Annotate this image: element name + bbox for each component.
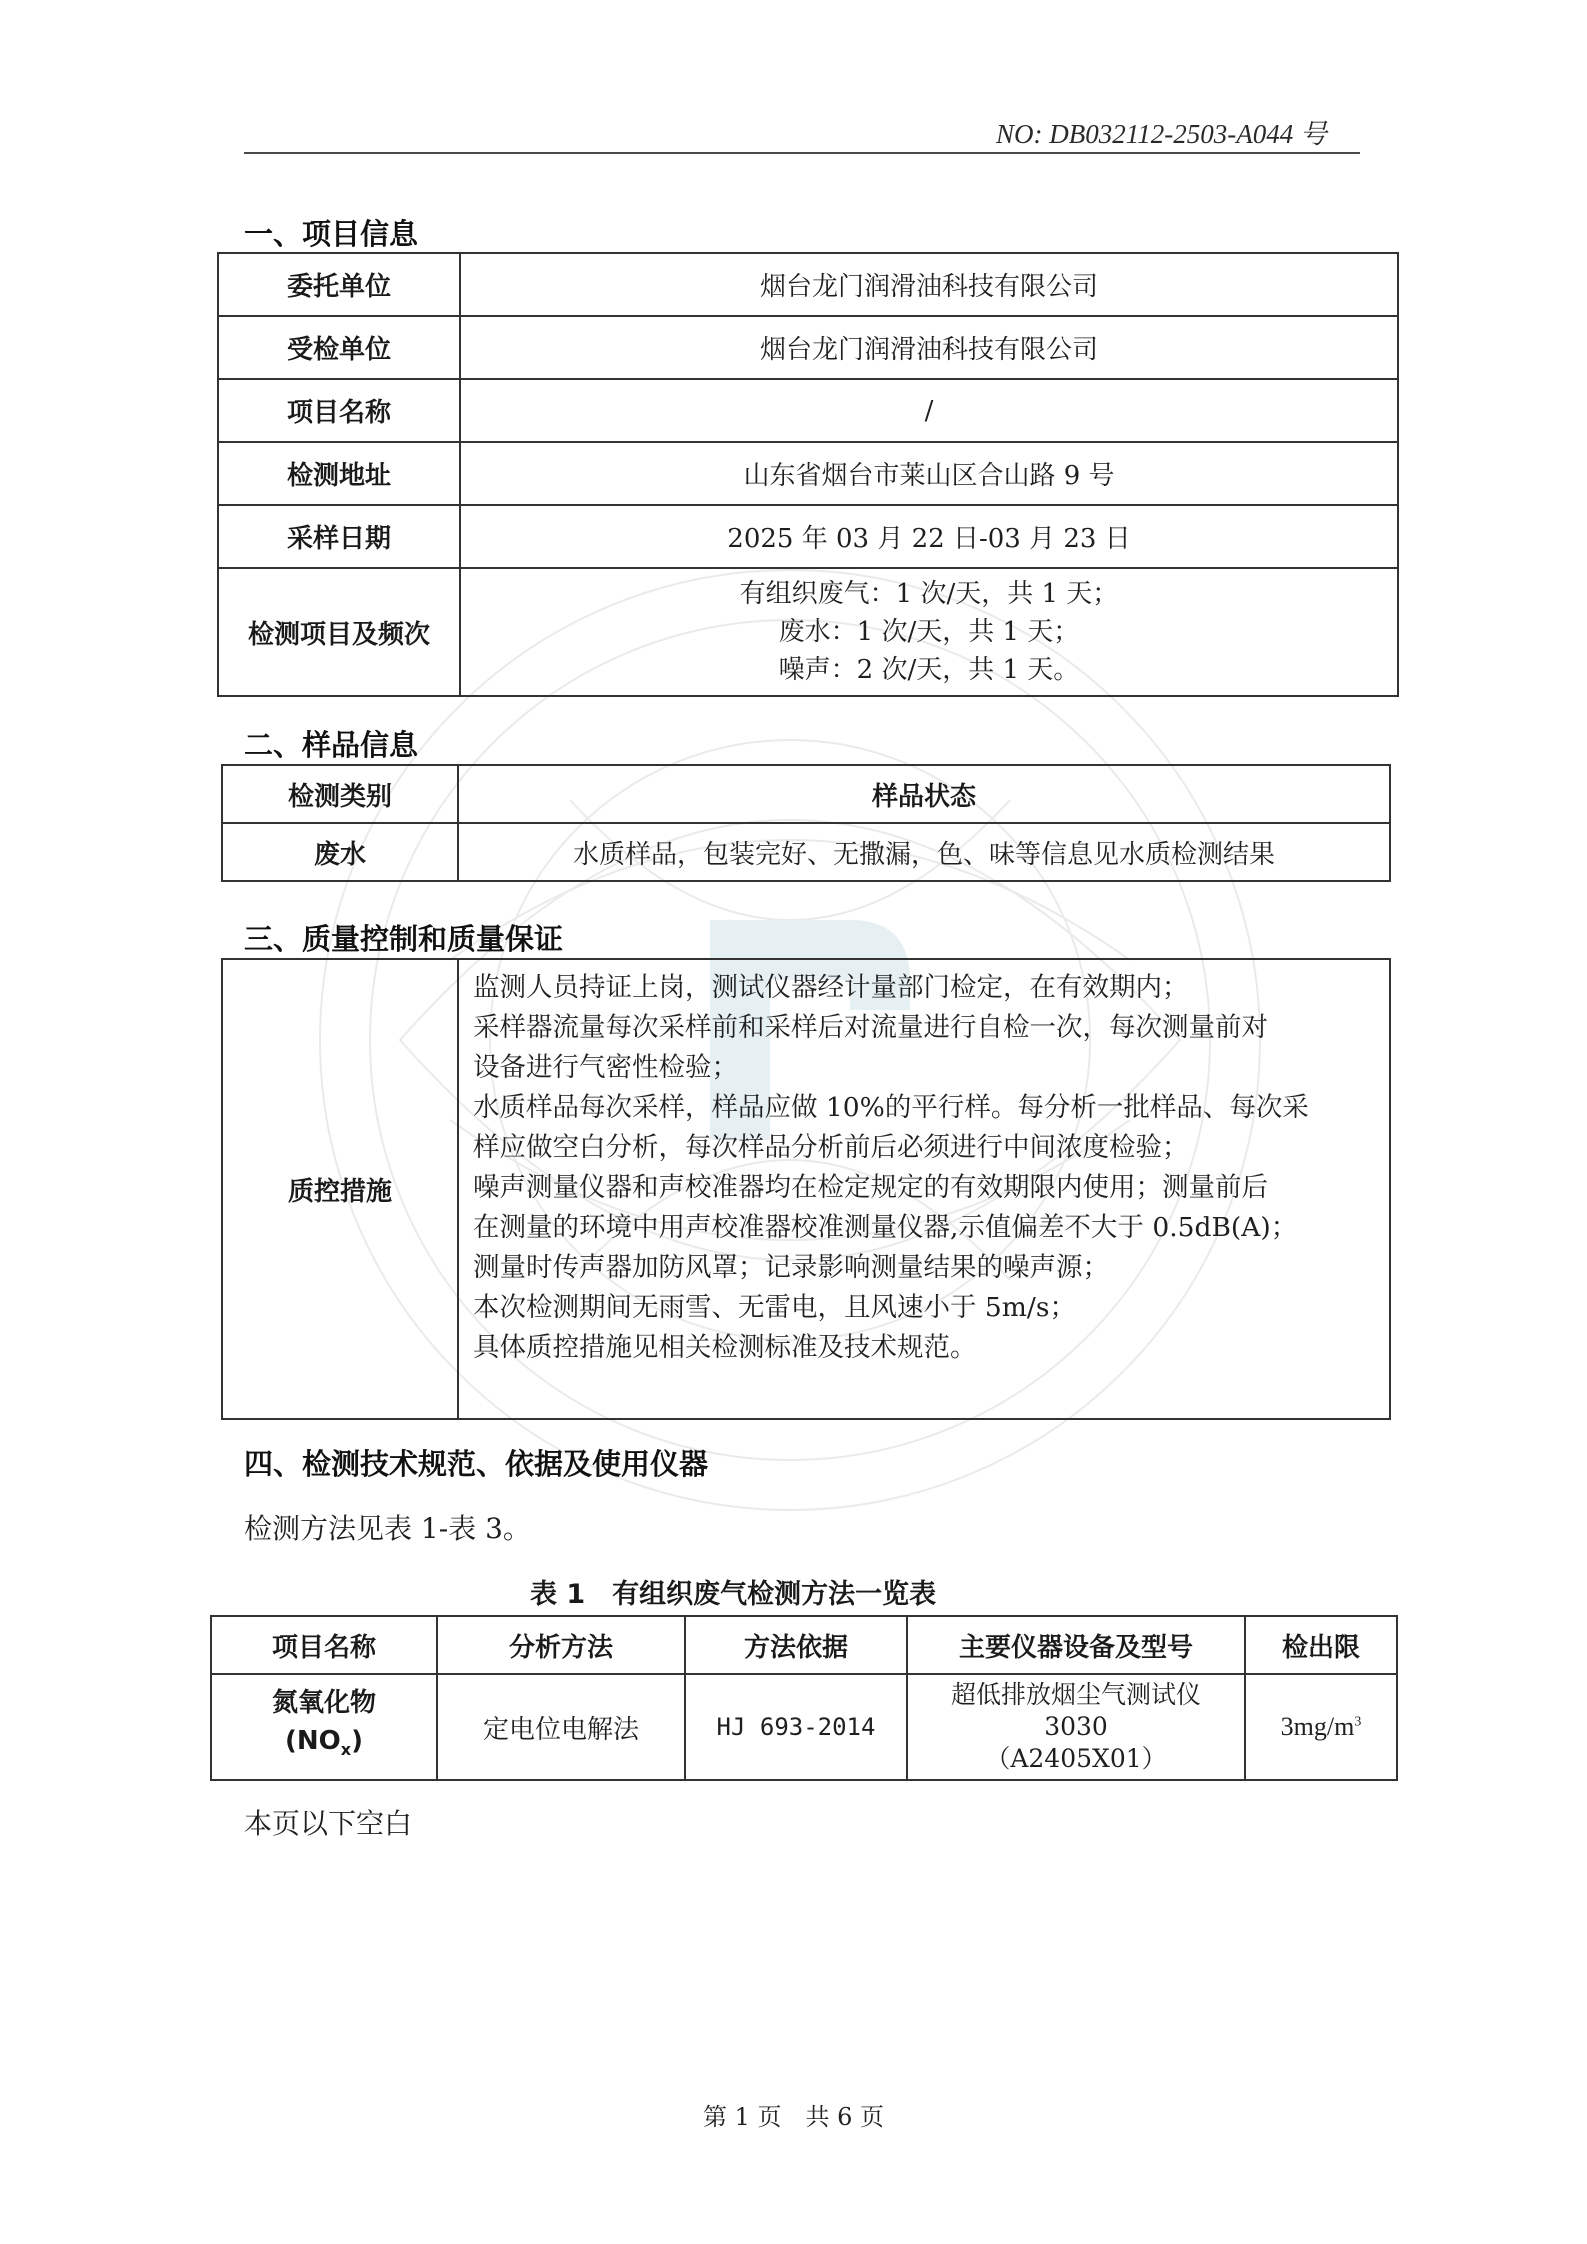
table-row bbox=[218, 253, 1398, 316]
section3-title: 三、质量控制和质量保证 bbox=[244, 922, 564, 956]
qc-line: 噪声测量仪器和声校准器均在检定规定的有效期限内使用；测量前后 bbox=[473, 1172, 1268, 1203]
item-name: 氮氧化物 bbox=[271, 1688, 376, 1719]
table-row bbox=[211, 1616, 1397, 1674]
frequency-line: 废水：1 次/天，共 1 天； bbox=[778, 617, 1080, 647]
row-label-items-frequency: 检测项目及频次 bbox=[218, 568, 460, 696]
row-label-address: 检测地址 bbox=[218, 442, 460, 505]
qc-measures-label: 质控措施 bbox=[222, 959, 458, 1419]
sample-status-wastewater: 水质样品，包装完好、无撒漏，色、味等信息见水质检测结果 bbox=[458, 823, 1390, 881]
qc-line: 样应做空白分析，每次样品分析前后必须进行中间浓度检验； bbox=[473, 1132, 1189, 1163]
analysis-method: 定电位电解法 bbox=[437, 1674, 685, 1780]
header-instrument: 主要仪器设备及型号 bbox=[907, 1616, 1245, 1674]
unit-superscript: 3 bbox=[1354, 1714, 1362, 1730]
row-label-sampling-date: 采样日期 bbox=[218, 505, 460, 568]
detection-limit: $3mg/m^3$ bbox=[1245, 1674, 1397, 1780]
quality-control-table bbox=[221, 958, 1391, 1420]
formula-subscript: x bbox=[340, 1740, 352, 1760]
table-row bbox=[218, 568, 1398, 696]
instrument-line: （A2405X01） bbox=[985, 1744, 1167, 1773]
qc-line: 采样器流量每次采样前和采样后对流量进行自检一次，每次测量前对 bbox=[473, 1012, 1268, 1043]
header-sample-status: 样品状态 bbox=[458, 765, 1390, 823]
frequency-line: 噪声：2 次/天，共 1 天。 bbox=[778, 655, 1080, 685]
row-value-sampling-date: 2025 年 03 月 22 日-03 月 23 日 bbox=[460, 505, 1398, 568]
row-label-client: 委托单位 bbox=[218, 253, 460, 316]
frequency-line: 有组织废气：1 次/天，共 1 天； bbox=[739, 579, 1119, 609]
header-analysis-method: 分析方法 bbox=[437, 1616, 685, 1674]
qc-line: 水质样品每次采样，样品应做 10%的平行样。每分析一批样品、每次采 bbox=[473, 1092, 1309, 1123]
row-label-project-name: 项目名称 bbox=[218, 379, 460, 442]
row-value-project-name: / bbox=[460, 379, 1398, 442]
row-label-inspected-unit: 受检单位 bbox=[218, 316, 460, 379]
section4-title: 四、检测技术规范、依据及使用仪器 bbox=[244, 1447, 709, 1481]
item-formula: $(NO_x)$ bbox=[285, 1726, 363, 1760]
row-value-client: 烟台龙门润滑油科技有限公司 bbox=[460, 253, 1398, 316]
header-method-basis: 方法依据 bbox=[685, 1616, 907, 1674]
project-info-table bbox=[217, 252, 1399, 697]
table-row bbox=[218, 442, 1398, 505]
qc-measures-content bbox=[458, 959, 1390, 1419]
header-item-name: 项目名称 bbox=[211, 1616, 437, 1674]
header-category: 检测类别 bbox=[222, 765, 458, 823]
row-value-inspected-unit: 烟台龙门润滑油科技有限公司 bbox=[460, 316, 1398, 379]
qc-line: 本次检测期间无雨雪、无雷电，且风速小于 5m/s； bbox=[473, 1292, 1076, 1323]
header-rule bbox=[244, 152, 1360, 154]
report-number: NO: DB032112-2503-A044 号 bbox=[996, 119, 1327, 149]
section1-title: 一、项目信息 bbox=[244, 217, 419, 251]
table-row bbox=[218, 505, 1398, 568]
header-detection-limit: 检出限 bbox=[1245, 1616, 1397, 1674]
method-table bbox=[210, 1615, 1398, 1781]
qc-line: 测量时传声器加防风罩；记录影响测量结果的噪声源； bbox=[473, 1252, 1109, 1283]
category-wastewater: 废水 bbox=[222, 823, 458, 881]
table-row bbox=[222, 765, 1390, 823]
table-row bbox=[222, 823, 1390, 881]
qc-line: 在测量的环境中用声校准器校准测量仪器,示值偏差不大于 0.5dB(A)； bbox=[473, 1212, 1298, 1243]
qc-line: 设备进行气密性检验； bbox=[473, 1052, 738, 1083]
table-row bbox=[218, 379, 1398, 442]
methods-intro: 检测方法见表 1-表 3。 bbox=[244, 1512, 531, 1545]
table-row bbox=[218, 316, 1398, 379]
table1-caption: 表 1 有组织废气检测方法一览表 bbox=[530, 1579, 937, 1610]
sample-info-table bbox=[221, 764, 1391, 882]
method-basis: HJ 693-2014 bbox=[685, 1674, 907, 1780]
qc-line: 监测人员持证上岗，测试仪器经计量部门检定，在有效期内； bbox=[473, 972, 1189, 1003]
item-nitrogen-oxides bbox=[211, 1674, 437, 1780]
instrument-line: 超低排放烟尘气测试仪 bbox=[950, 1680, 1201, 1709]
section2-title: 二、样品信息 bbox=[244, 728, 419, 762]
instrument-line: 3030 bbox=[1044, 1712, 1108, 1741]
table-row bbox=[211, 1674, 1397, 1780]
blank-note: 本页以下空白 bbox=[244, 1807, 413, 1840]
row-value-items-frequency bbox=[460, 568, 1398, 696]
table-row bbox=[222, 959, 1390, 1419]
instrument-model bbox=[907, 1674, 1245, 1780]
qc-line: 具体质控措施见相关检测标准及技术规范。 bbox=[473, 1332, 977, 1363]
page-footer: 第 1 页 共 6 页 bbox=[702, 2103, 885, 2131]
row-value-address: 山东省烟台市莱山区合山路 9 号 bbox=[460, 442, 1398, 505]
